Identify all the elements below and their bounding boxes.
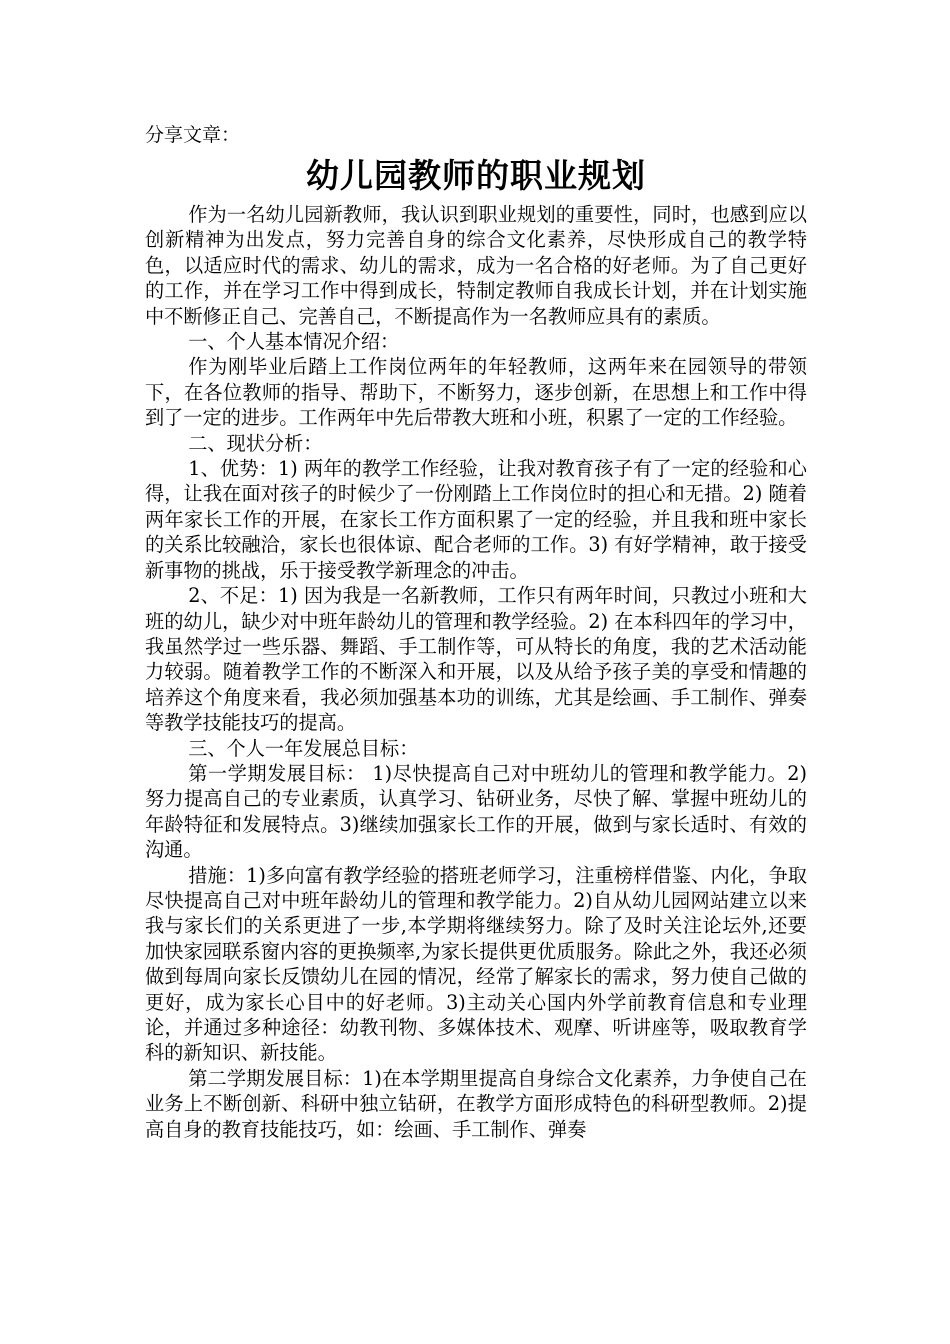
second-semester-goals-paragraph: 第二学期发展目标：1)在本学期里提高自身综合文化素养，力争使自己在业务上不断创新、科研中独立钻研，在教学方面形成特色的科研型教师。2)提高自身的教育技能技巧，如：绘画、手工制作、弹奏 — [145, 1066, 807, 1141]
document-title: 幼儿园教师的职业规划 — [306, 156, 646, 195]
document-body — [145, 202, 807, 1142]
share-label: 分享文章： — [145, 124, 241, 146]
section-heading-status-analysis: 二、现状分析： — [188, 431, 323, 455]
measures-paragraph: 措施：1)多向富有教学经验的搭班老师学习，注重榜样借鉴、内化，争取尽快提高自己对中班年龄幼儿的管理和教学能力。2)自从幼儿园网站建立以来我与家长们的关系更进了一步,本学期将继续努力。除了及时关注论坛外,还要加快家园联系窗内容的更换频率,为家长提供更优质服务。除此之外，我还必须做到每周向家长反馈幼儿在园的情况，经常了解家长的需求，努力使自己做的更好，成为家长心目中的好老师。3)主动关心国内外学前教育信息和专业理论，并通过多种途径：幼教刊物、多媒体技术、观摩、听讲座等，吸取教育学科的新知识、新技能。 — [145, 863, 807, 1065]
first-semester-goals-paragraph: 第一学期发展目标： 1)尽快提高自己对中班幼儿的管理和教学能力。2)努力提高自己的专业素质，认真学习、钻研业务，尽快了解、掌握中班幼儿的年龄特征和发展特点。3)继续加强家长工作的开展，做到与家长适时、有效的沟通。 — [145, 761, 807, 862]
weaknesses-paragraph: 2、不足：1) 因为我是一名新教师，工作只有两年时间，只教过小班和大班的幼儿，缺少对中班年龄幼儿的管理和教学经验。2) 在本科四年的学习中，我虽然学过一些乐器、舞蹈、手工制作等，可从特长的角度，我的艺术活动能力较弱。随着教学工作的不断深入和开展，以及从给予孩子美的享受和情趣的培养这个角度来看，我必须加强基本功的训练，尤其是绘画、手工制作、弹奏等教学技能技巧的提高。 — [145, 584, 807, 735]
intro-paragraph: 作为一名幼儿园新教师，我认识到职业规划的重要性，同时，也感到应以创新精神为出发点，努力完善自身的综合文化素养，尽快形成自己的教学特色，以适应时代的需求、幼儿的需求，成为一名合格的好老师。为了自己更好的工作，并在学习工作中得到成长，特制定教师自我成长计划，并在计划实施中不断修正自己、完善自己，不断提高作为一名教师应具有的素质。 — [145, 203, 807, 328]
basic-info-paragraph: 作为刚毕业后踏上工作岗位两年的年轻教师，这两年来在园领导的带领下，在各位教师的指导、帮助下，不断努力，逐步创新，在思想上和工作中得到了一定的进步。工作两年中先后带教大班和小班，积累了一定的工作经验。 — [145, 355, 807, 430]
document-page — [145, 122, 807, 1142]
section-heading-basic-info: 一、个人基本情况介绍： — [188, 330, 400, 354]
section-heading-annual-goals: 三、个人一年发展总目标： — [188, 736, 419, 760]
strengths-paragraph: 1、优势：1) 两年的教学工作经验，让我对教育孩子有了一定的经验和心得，让我在面对孩子的时候少了一份刚踏上工作岗位时的担心和无措。2) 随着两年家长工作的开展，在家长工作方面积累了一定的经验，并且我和班中家长的关系比较融洽，家长也很体谅、配合老师的工作。3) 有好学精神，敢于接受新事物的挑战，乐于接受教学新理念的冲击。 — [145, 457, 807, 582]
